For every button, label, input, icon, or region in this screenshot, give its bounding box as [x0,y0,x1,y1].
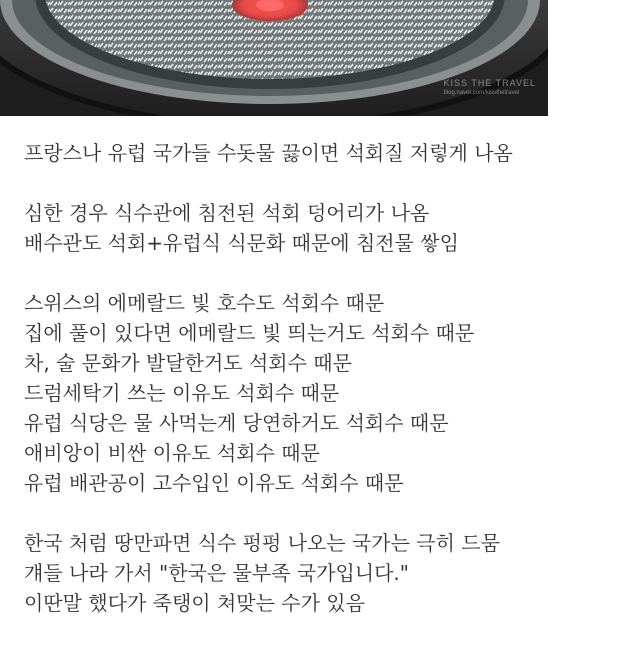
text-line: 한국 처럼 땅만파면 식수 펑펑 나오는 국가는 극히 드뭄 [24,531,500,555]
text-line: 유럽 식당은 물 사먹는게 당연하거도 석회수 때문 [24,411,449,435]
watermark-text: KISS THE TRAVEL [443,78,536,88]
text-line: 프랑스나 유럽 국가들 수돗물 끓이면 석회질 저렇게 나옴 [24,141,513,165]
text-line: 심한 경우 식수관에 침전된 석회 덩어리가 나옴 [24,201,430,225]
watermark-url: blog.naver.com/kissthetravel [443,90,520,96]
boiling-pot-photo [0,0,548,116]
text-line: 이딴말 했다가 죽탱이 쳐맞는 수가 있음 [24,591,365,615]
text-line: 애비앙이 비싼 이유도 석회수 때문 [24,441,320,465]
text-line: 집에 풀이 있다면 에메랄드 빛 띄는거도 석회수 때문 [24,321,475,345]
text-line: 스위스의 에메랄드 빛 호수도 석회수 때문 [24,291,385,315]
text-line: 유럽 배관공이 고수입인 이유도 석회수 때문 [24,471,404,495]
text-line: 차, 술 문화가 발달한거도 석회수 때문 [24,351,352,375]
pot-illustration [0,0,548,116]
text-line: 배수관도 석회+유럽식 식문화 때문에 침전물 쌓임 [24,231,459,255]
text-line: 걔들 나라 가서 "한국은 물부족 국가입니다." [24,561,409,585]
text-line: 드럼세탁기 쓰는 이유도 석회수 때문 [24,381,340,405]
post-body [24,138,624,618]
watermark [443,78,536,98]
